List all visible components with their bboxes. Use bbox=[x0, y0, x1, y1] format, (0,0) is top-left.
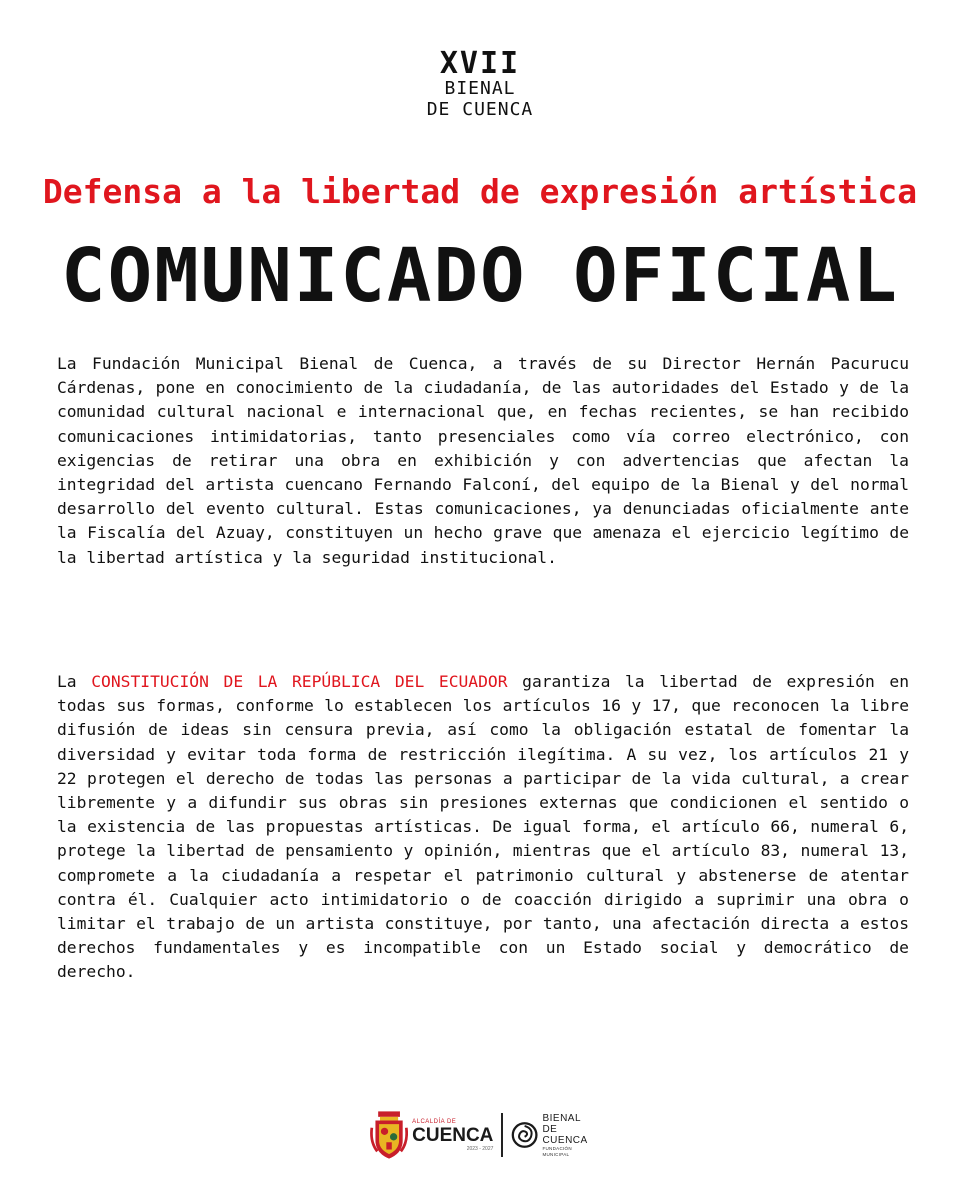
paragraph-1: La Fundación Municipal Bienal de Cuenca, a través de su Director Hernán Pacurucu Cárdenas, pone en conocimiento de la ciudadanía, de las autoridades del Estado y de la comunidad cultural nacional e internacional que, en fechas recientes, se han recibido comunicaciones intimidatorias, tanto presenciales como vía correo electrónico, con exigencias de retirar una obra en exhibición y con advertencias que afectan la integridad del artista cuencano Fernando Falconí, del equipo de la Bienal y del normal desarrollo del evento cultural. Estas comunicaciones, ya denunciadas oficialmente ante la Fiscalía del Azuay, constituyen un hecho grave que amenaza el ejercicio legítimo de la libertad artística y la seguridad institucional. bbox=[57, 354, 909, 567]
constitution-highlight: CONSTITUCIÓN DE LA REPÚBLICA DEL ECUADOR bbox=[91, 672, 508, 691]
paragraph-2 bbox=[57, 670, 909, 985]
bienal-line-1: BIENAL bbox=[542, 1112, 582, 1124]
logo-bienal: BIENAL bbox=[444, 78, 516, 99]
alcaldia-years: 2023 - 2027 bbox=[466, 1145, 494, 1152]
paragraph-2-rest: garantiza la libertad de expresión en todas sus formas, conforme lo establecen los artículos 16 y 17, que reconocen la libre difusión de ideas sin censura previa, así como la obligación estatal de fomentar la diversidad y evitar toda forma de restricción ilegítima. A su vez, los artículos 21 y 22 protegen el derecho de todas las personas a participar de la vida cultural, a crear libremente y a difundir sus obras sin presiones externas que condicionen el sentido o la existencia de las propuestas artísticas. De igual forma, el artículo 66, numeral 6, protege la libertad de pensamiento y opinión, mientras que el artículo 83, numeral 13, compromete a la ciudadanía a respetar el patrimonio cultural y abstenerse de atentar contra él. Cualquier acto intimidatorio o de coacción dirigido a suprimir una obra o limitar el trabajo de un artista constituye, por tanto, una afectación directa a estos derechos fundamentales y es incompatible con un Estado social y democrático de derecho. bbox=[57, 672, 909, 982]
footer-logos bbox=[370, 1104, 600, 1166]
footer-divider bbox=[501, 1113, 503, 1157]
bienal-line-2: DE CUENCA bbox=[542, 1123, 588, 1146]
paragraph-2-intro: La bbox=[57, 672, 92, 691]
bienal-fundacion-label: FUNDACIÓN MUNICIPAL bbox=[542, 1145, 572, 1157]
alcaldia-city: CUENCA bbox=[412, 1124, 494, 1146]
logo-edition: XVII bbox=[439, 46, 521, 81]
alcaldia-label: ALCALDÍA DE bbox=[412, 1118, 457, 1125]
bienal-swirl-icon bbox=[511, 1120, 538, 1150]
alcaldia-logo bbox=[412, 1119, 493, 1152]
subtitle: Defensa a la libertad de expresión artística bbox=[42, 172, 918, 211]
bienal-header-logo bbox=[0, 46, 960, 120]
page-title: COMUNICADO OFICIAL bbox=[61, 233, 899, 319]
cuenca-crest-icon bbox=[370, 1107, 408, 1163]
logo-de-cuenca: DE CUENCA bbox=[426, 99, 534, 120]
bienal-fundacion-logo bbox=[542, 1113, 600, 1158]
